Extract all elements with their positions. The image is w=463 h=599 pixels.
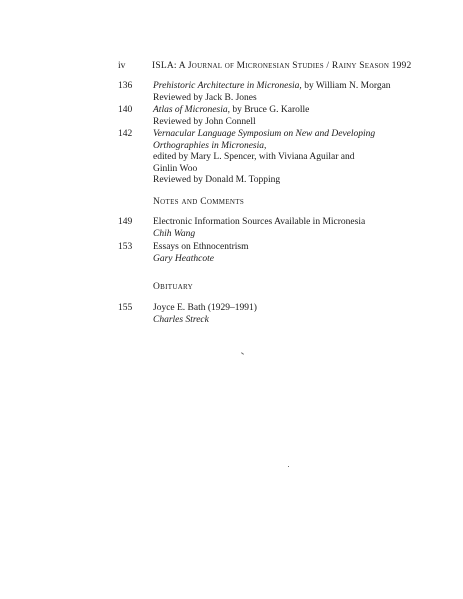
reviewer: Reviewed by Jack B. Jones <box>153 92 257 103</box>
toc-entry <box>118 217 398 240</box>
toc-page-number: 136 <box>118 81 133 91</box>
article-title: Essays on Ethnocentrism <box>153 242 249 252</box>
article-author: Charles Streck <box>153 314 209 325</box>
book-editors: Ginlin Woo <box>153 163 198 174</box>
toc-entry <box>118 303 398 326</box>
book-author: by William N. Morgan <box>301 81 391 91</box>
book-author: by Bruce G. Karolle <box>229 105 310 115</box>
article-title: Joyce E. Bath (1929–1991) <box>153 303 257 313</box>
book-editors: edited by Mary L. Spencer, with Viviana Aguilar and <box>153 152 355 162</box>
toc-page-number: 142 <box>118 129 133 139</box>
scan-speck <box>241 352 244 355</box>
toc-page-number: 140 <box>118 105 133 115</box>
book-title: Prehistoric Architecture in Micronesia, <box>153 81 302 91</box>
section-heading-obituary: Obituary <box>153 282 193 292</box>
toc-page-number: 155 <box>118 303 133 313</box>
section-heading-notes: Notes and Comments <box>153 197 245 207</box>
book-title-line: Vernacular Language Symposium on New and Developing <box>153 129 376 139</box>
book-title-line: Orthographies in Micronesia, <box>153 140 267 151</box>
page-number: iv <box>118 61 126 71</box>
toc-entry <box>118 105 398 128</box>
toc-entry <box>118 81 398 104</box>
reviewer: Reviewed by Donald M. Topping <box>153 175 281 185</box>
article-title: Electronic Information Sources Available in Micronesia <box>153 217 366 227</box>
reviewer: Reviewed by John Connell <box>153 116 256 127</box>
toc-page-number: 153 <box>118 242 133 252</box>
article-author: Gary Heathcote <box>153 253 214 264</box>
running-head: ISLA: A Journal of Micronesian Studies / Rainy Season 1992 <box>152 61 412 71</box>
scan-speck <box>288 466 289 467</box>
book-title: Atlas of Micronesia, <box>153 105 230 115</box>
toc-page-number: 149 <box>118 217 133 227</box>
toc-entry <box>118 129 398 187</box>
toc-entry <box>118 242 398 265</box>
article-author: Chih Wang <box>153 228 196 239</box>
